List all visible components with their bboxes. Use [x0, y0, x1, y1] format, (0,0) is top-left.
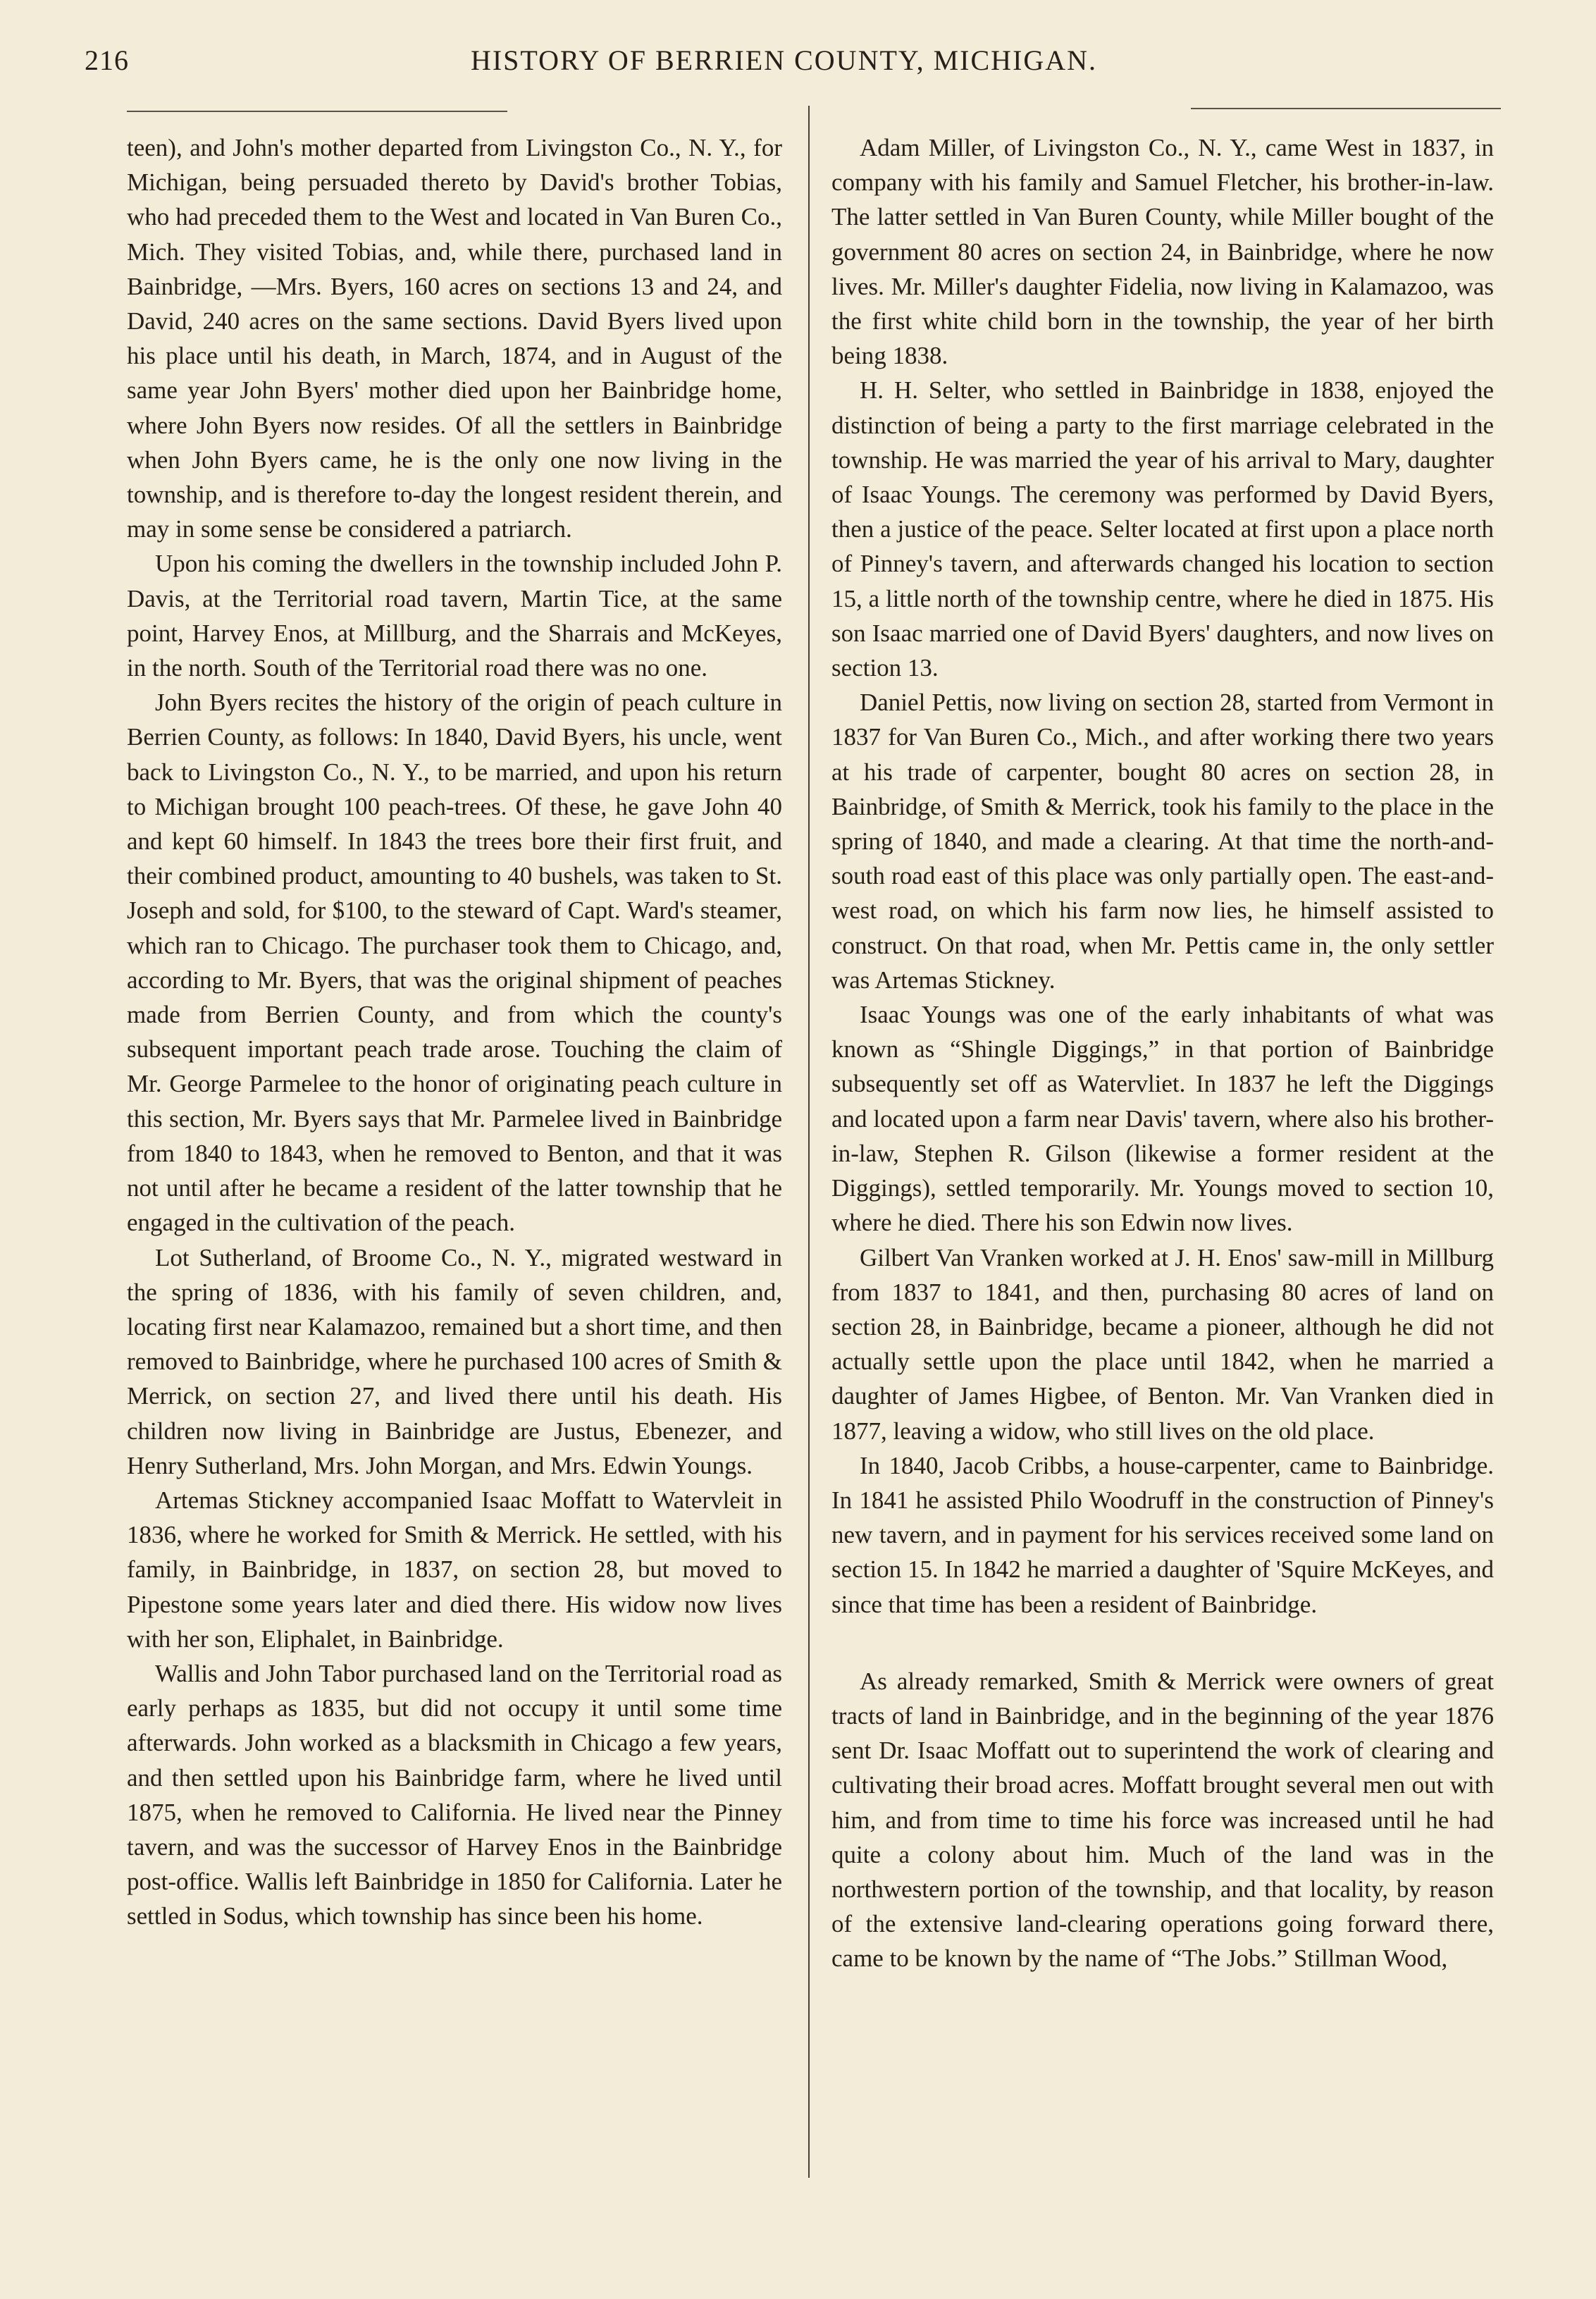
paragraph: Daniel Pettis, now living on section 28, started from Vermont in 1837 for Van Buren Co., Mich., and after working there two years at his trade of carpenter, bought 80 acres on section 28, in Bainbridge, of Smith & Merrick, took his family to the place in the spring of 1840, and made a clearing. At that time the north-and-south road east of this place was only partially open. The east-and-west road, on which his farm now lies, he himself assisted to construct. On that road, when Mr. Pettis came in, the only settler was Artemas Stickney. — [831, 689, 1494, 994]
paragraph: Lot Sutherland, of Broome Co., N. Y., migrated westward in the spring of 1836, with his family of seven children, and, locating first near Kalamazoo, remained but a short time, and then removed to Bainbridge, where he purchased 100 acres of Smith & Merrick, on section 27, and lived there until his death. His children now living in Bainbridge are Justus, Ebenezer, and Henry Sutherland, Mrs. John Morgan, and Mrs. Edwin Youngs. — [127, 1243, 782, 1479]
paragraph: Upon his coming the dwellers in the township included John P. Davis, at the Territorial road tavern, Martin Tice, at the same point, Harvey Enos, at Millburg, and the Sharrais and McKeyes, in the north. South of the Territorial road there was no one. — [127, 550, 782, 682]
paragraph: teen), and John's mother departed from Livingston Co., N. Y., for Michigan, being persuaded thereto by David's brother Tobias, who had preceded them to the West and located in Van Buren Co., Mich. They visited Tobias, and, while there, purchased land in Bainbridge, —Mrs. Byers, 160 acres on sections 13 and 24, and David, 240 acres on the same sections. David Byers lived upon his place until his death, in March, 1874, and in August of the same year John Byers' mother died upon her Bainbridge home, where John Byers now resides. Of all the settlers in Bainbridge when John Byers came, he is the only one now living in the township, and is therefore to-day the longest resident therein, and may in some sense be considered a patriarch. — [127, 134, 782, 543]
paragraph: Adam Miller, of Livingston Co., N. Y., came West in 1837, in company with his family and Samuel Fletcher, his brother-in-law. The latter settled in Van Buren County, while Miller bought of the government 80 acres on section 24, in Bainbridge, where he now lives. Mr. Miller's daughter Fidelia, now living in Kalamazoo, was the first white child born in the township, the year of her birth being 1838. — [831, 134, 1494, 370]
paragraph: John Byers recites the history of the origin of peach culture in Berrien County, as follows: In 1840, David Byers, his uncle, went back to Livingston Co., N. Y., to be married, and upon his return to Michigan brought 100 peach-trees. Of these, he gave John 40 and kept 60 himself. In 1843 the trees bore their first fruit, and their combined product, amounting to 40 bushels, was taken to St. Joseph and sold, for $100, to the steward of Capt. Ward's steamer, which ran to Chicago. The purchaser took them to Chicago, and, according to Mr. Byers, that was the original shipment of peaches made from Berrien County, and from which the county's subsequent important peach trade arose. Touching the claim of Mr. George Parmelee to the honor of originating peach culture in this section, Mr. Byers says that Mr. Parmelee lived in Bainbridge from 1840 to 1843, when he removed to Benton, and that it was not until after he became a resident of the latter township that he engaged in the cultivation of the peach. — [127, 689, 782, 1237]
left-column — [127, 130, 782, 1934]
page-number: 216 — [85, 44, 129, 76]
paragraph: Wallis and John Tabor purchased land on the Territorial road as early perhaps as 1835, but did not occupy it until some time afterwards. John worked as a blacksmith in Chicago a few years, and then settled upon his Bainbridge farm, where he lived until 1875, when he removed to California. He lived near the Pinney tavern, and was the successor of Harvey Enos in the Bainbridge post-office. Wallis left Bainbridge in 1850 for California. Later he settled in Sodus, which township has since been his home. — [127, 1659, 782, 1930]
header-rule-left — [127, 111, 507, 112]
page-header — [85, 44, 1483, 86]
right-column — [831, 130, 1494, 1976]
paragraph: Artemas Stickney accompanied Isaac Moffatt to Watervleit in 1836, where he worked for Smith & Merrick. He settled, with his family, in Bainbridge, in 1837, on section 28, but moved to Pipestone some years later and died there. His widow now lives with her son, Eliphalet, in Bainbridge. — [127, 1486, 782, 1653]
header-rule-right — [1191, 108, 1501, 109]
section-break — [831, 1622, 1494, 1664]
paragraph: As already remarked, Smith & Merrick were owners of great tracts of land in Bainbridge, and in the beginning of the year 1876 sent Dr. Isaac Moffatt out to superintend the work of clearing and cultivating their broad acres. Moffatt brought several men out with him, and from time to time his force was increased until he had quite a colony about him. Much of the land was in the northwestern portion of the township, and that locality, by reason of the extensive land-clearing operations going forward there, came to be known by the name of “The Jobs.” Stillman Wood, — [831, 1667, 1494, 1973]
running-title: HISTORY OF BERRIEN COUNTY, MICHIGAN. — [470, 44, 1098, 76]
paragraph: H. H. Selter, who settled in Bainbridge in 1838, enjoyed the distinction of being a party to the first marriage celebrated in the township. He was married the year of his arrival to Mary, daughter of Isaac Youngs. The ceremony was performed by David Byers, then a justice of the peace. Selter located at first upon a place north of Pinney's tavern, and afterwards changed his location to section 15, a little north of the township centre, where he died in 1875. His son Isaac married one of David Byers' daughters, and now lives on section 13. — [831, 376, 1494, 682]
paragraph: Gilbert Van Vranken worked at J. H. Enos' saw-mill in Millburg from 1837 to 1841, and then, purchasing 80 acres of land on section 28, in Bainbridge, became a pioneer, although he did not actually settle upon the place until 1842, when he married a daughter of James Higbee, of Benton. Mr. Van Vranken died in 1877, leaving a widow, who still lives on the old place. — [831, 1243, 1494, 1445]
paragraph: Isaac Youngs was one of the early inhabitants of what was known as “Shingle Diggings,” in that portion of Bainbridge subsequently set off as Watervliet. In 1837 he left the Diggings and located upon a farm near Davis' tavern, where also his brother-in-law, Stephen R. Gilson (likewise a former resident at the Diggings), settled temporarily. Mr. Youngs moved to section 10, where he died. There his son Edwin now lives. — [831, 1001, 1494, 1237]
column-divider — [808, 106, 810, 2178]
paragraph: In 1840, Jacob Cribbs, a house-carpenter, came to Bainbridge. In 1841 he assisted Philo Woodruff in the construction of Pinney's new tavern, and in payment for his services received some land on section 15. In 1842 he married a daughter of 'Squire McKeyes, and since that time has been a resident of Bainbridge. — [831, 1451, 1494, 1618]
